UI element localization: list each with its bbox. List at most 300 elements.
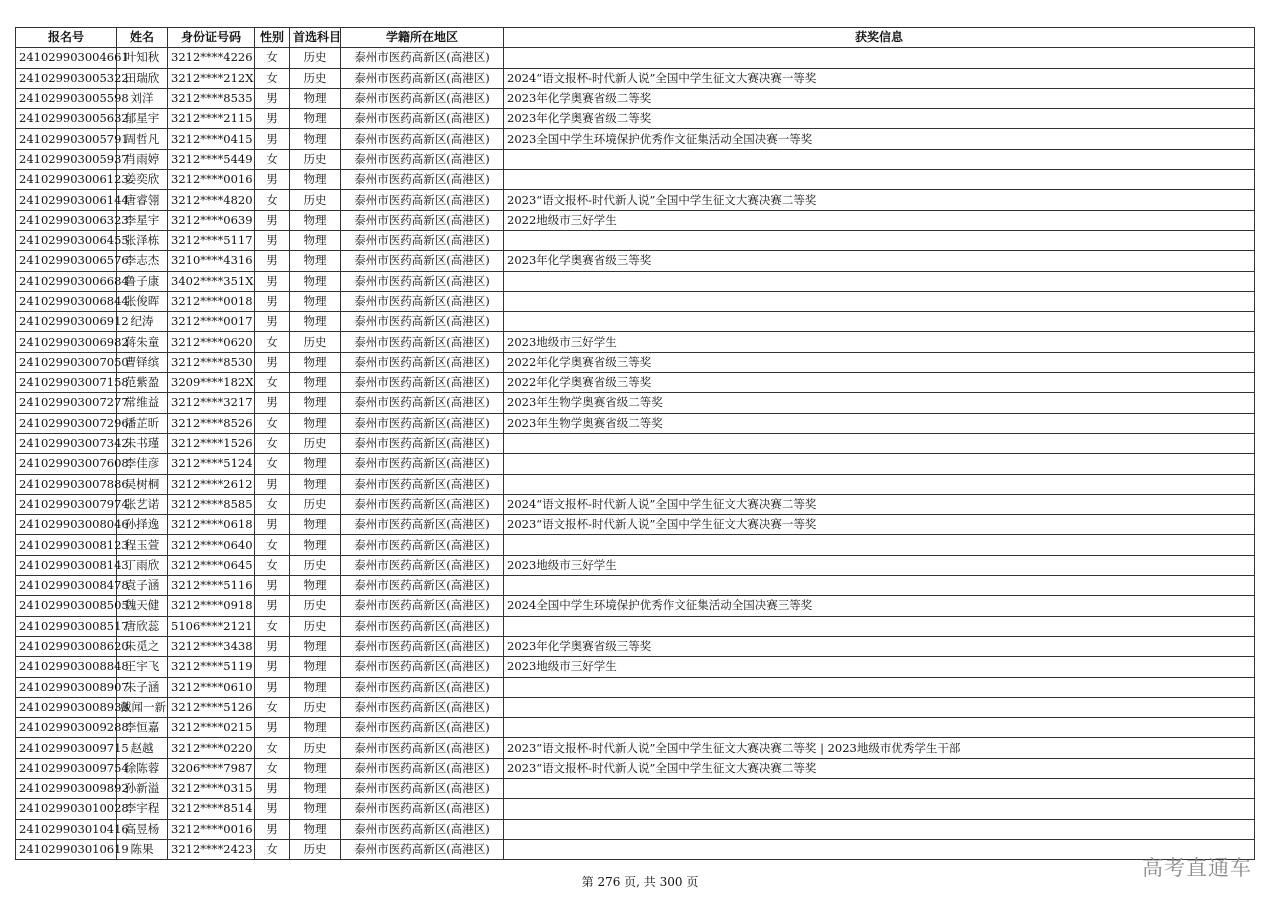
table-row bbox=[16, 88, 1255, 108]
id-number: 3212****3438 bbox=[168, 636, 255, 656]
primary-subject: 物理 bbox=[290, 230, 341, 250]
gender: 女 bbox=[255, 738, 290, 758]
id-number: 3212****8535 bbox=[168, 88, 255, 108]
award-info bbox=[504, 778, 1255, 798]
id-number: 3212****0918 bbox=[168, 596, 255, 616]
table-row bbox=[16, 718, 1255, 738]
enrollment-region: 泰州市医药高新区(高港区) bbox=[341, 576, 504, 596]
id-number: 3212****5117 bbox=[168, 230, 255, 250]
student-name: 鲁子康 bbox=[117, 271, 168, 291]
primary-subject: 历史 bbox=[290, 68, 341, 88]
table-row bbox=[16, 149, 1255, 169]
primary-subject: 物理 bbox=[290, 535, 341, 555]
registration-number: 241029903009715 bbox=[16, 738, 117, 758]
student-name: 姜奕欣 bbox=[117, 170, 168, 190]
primary-subject: 物理 bbox=[290, 799, 341, 819]
id-number: 3212****0016 bbox=[168, 170, 255, 190]
table-row bbox=[16, 210, 1255, 230]
award-info: 2022年化学奥赛省级三等奖 bbox=[504, 373, 1255, 393]
enrollment-region: 泰州市医药高新区(高港区) bbox=[341, 210, 504, 230]
enrollment-region-header: 学籍所在地区 bbox=[341, 28, 504, 48]
award-info bbox=[504, 697, 1255, 717]
primary-subject: 物理 bbox=[290, 88, 341, 108]
table-row bbox=[16, 352, 1255, 372]
award-info bbox=[504, 799, 1255, 819]
gender: 女 bbox=[255, 190, 290, 210]
enrollment-region: 泰州市医药高新区(高港区) bbox=[341, 758, 504, 778]
id-number: 3212****0018 bbox=[168, 291, 255, 311]
primary-subject: 历史 bbox=[290, 190, 341, 210]
table-row bbox=[16, 677, 1255, 697]
id-number-header: 身份证号码 bbox=[168, 28, 255, 48]
student-name: 戴闻一新 bbox=[117, 697, 168, 717]
gender: 女 bbox=[255, 555, 290, 575]
id-number: 3212****8514 bbox=[168, 799, 255, 819]
gender: 男 bbox=[255, 515, 290, 535]
primary-subject: 物理 bbox=[290, 778, 341, 798]
gender: 女 bbox=[255, 48, 290, 68]
award-info-header: 获奖信息 bbox=[504, 28, 1255, 48]
enrollment-region: 泰州市医药高新区(高港区) bbox=[341, 312, 504, 332]
enrollment-region: 泰州市医药高新区(高港区) bbox=[341, 291, 504, 311]
student-name: 郁星宇 bbox=[117, 109, 168, 129]
id-number: 3212****0017 bbox=[168, 312, 255, 332]
award-info: 2022地级市三好学生 bbox=[504, 210, 1255, 230]
enrollment-region: 泰州市医药高新区(高港区) bbox=[341, 332, 504, 352]
table-row bbox=[16, 515, 1255, 535]
student-name: 徐陈蓉 bbox=[117, 758, 168, 778]
student-name: 唐欣蕊 bbox=[117, 616, 168, 636]
primary-subject: 物理 bbox=[290, 576, 341, 596]
enrollment-region: 泰州市医药高新区(高港区) bbox=[341, 190, 504, 210]
gender: 女 bbox=[255, 332, 290, 352]
table-row bbox=[16, 251, 1255, 271]
table-row bbox=[16, 413, 1255, 433]
table-row bbox=[16, 332, 1255, 352]
gender: 女 bbox=[255, 454, 290, 474]
student-name: 潘芷昕 bbox=[117, 413, 168, 433]
gender: 男 bbox=[255, 799, 290, 819]
award-info bbox=[504, 677, 1255, 697]
primary-subject: 物理 bbox=[290, 170, 341, 190]
award-info: 2023年化学奥赛省级二等奖 bbox=[504, 88, 1255, 108]
primary-subject: 物理 bbox=[290, 251, 341, 271]
student-name: 朱觅之 bbox=[117, 636, 168, 656]
id-number: 3212****8530 bbox=[168, 352, 255, 372]
primary-subject: 物理 bbox=[290, 129, 341, 149]
registration-number: 241029903010416 bbox=[16, 819, 117, 839]
registration-number: 241029903006576 bbox=[16, 251, 117, 271]
table-row bbox=[16, 393, 1255, 413]
award-info: 2023“语文报杯-时代新人说”全国中学生征文大赛决赛二等奖 bbox=[504, 190, 1255, 210]
id-number: 3212****5126 bbox=[168, 697, 255, 717]
student-name: 纪涛 bbox=[117, 312, 168, 332]
primary-subject: 物理 bbox=[290, 758, 341, 778]
table-row bbox=[16, 170, 1255, 190]
registration-number: 241029903007342 bbox=[16, 433, 117, 453]
gender: 女 bbox=[255, 758, 290, 778]
table-row bbox=[16, 433, 1255, 453]
primary-subject: 物理 bbox=[290, 636, 341, 656]
id-number: 3212****0415 bbox=[168, 129, 255, 149]
award-info bbox=[504, 230, 1255, 250]
student-name: 常维益 bbox=[117, 393, 168, 413]
id-number: 3402****351X bbox=[168, 271, 255, 291]
enrollment-region: 泰州市医药高新区(高港区) bbox=[341, 778, 504, 798]
registration-number: 241029903007974 bbox=[16, 494, 117, 514]
id-number: 3212****3217 bbox=[168, 393, 255, 413]
registration-number: 241029903004661 bbox=[16, 48, 117, 68]
student-name: 丁雨欣 bbox=[117, 555, 168, 575]
table-row bbox=[16, 271, 1255, 291]
table-header-row bbox=[16, 28, 1255, 48]
enrollment-region: 泰州市医药高新区(高港区) bbox=[341, 352, 504, 372]
enrollment-region: 泰州市医药高新区(高港区) bbox=[341, 515, 504, 535]
gender: 女 bbox=[255, 373, 290, 393]
registration-number: 241029903006123 bbox=[16, 170, 117, 190]
name-header: 姓名 bbox=[117, 28, 168, 48]
gender-header: 性别 bbox=[255, 28, 290, 48]
gender: 女 bbox=[255, 149, 290, 169]
table-row bbox=[16, 291, 1255, 311]
student-name: 张艺诺 bbox=[117, 494, 168, 514]
registration-number: 241029903007296 bbox=[16, 413, 117, 433]
student-table bbox=[15, 27, 1255, 860]
enrollment-region: 泰州市医药高新区(高港区) bbox=[341, 149, 504, 169]
id-number: 3212****0610 bbox=[168, 677, 255, 697]
primary-subject: 物理 bbox=[290, 393, 341, 413]
table-row bbox=[16, 48, 1255, 68]
registration-number: 241029903008143 bbox=[16, 555, 117, 575]
award-info bbox=[504, 535, 1255, 555]
registration-number: 241029903008848 bbox=[16, 657, 117, 677]
gender: 男 bbox=[255, 251, 290, 271]
enrollment-region: 泰州市医药高新区(高港区) bbox=[341, 433, 504, 453]
enrollment-region: 泰州市医药高新区(高港区) bbox=[341, 718, 504, 738]
id-number: 3212****0640 bbox=[168, 535, 255, 555]
enrollment-region: 泰州市医药高新区(高港区) bbox=[341, 271, 504, 291]
registration-number: 241029903007277 bbox=[16, 393, 117, 413]
primary-subject: 历史 bbox=[290, 433, 341, 453]
primary-subject: 物理 bbox=[290, 474, 341, 494]
table-row bbox=[16, 616, 1255, 636]
gender: 男 bbox=[255, 718, 290, 738]
award-info bbox=[504, 48, 1255, 68]
gender: 男 bbox=[255, 596, 290, 616]
table-row bbox=[16, 474, 1255, 494]
primary-subject: 历史 bbox=[290, 839, 341, 859]
primary-subject: 历史 bbox=[290, 738, 341, 758]
student-list bbox=[15, 27, 1254, 860]
id-number: 3212****0639 bbox=[168, 210, 255, 230]
table-row bbox=[16, 535, 1255, 555]
table-row bbox=[16, 230, 1255, 250]
gender: 女 bbox=[255, 413, 290, 433]
student-name: 田瑞欣 bbox=[117, 68, 168, 88]
table-row bbox=[16, 799, 1255, 819]
student-name: 张俊晖 bbox=[117, 291, 168, 311]
student-name: 孙择逸 bbox=[117, 515, 168, 535]
student-name: 李恒嘉 bbox=[117, 718, 168, 738]
id-number: 3212****0620 bbox=[168, 332, 255, 352]
id-number: 3212****5124 bbox=[168, 454, 255, 474]
student-name: 王宇飞 bbox=[117, 657, 168, 677]
table-row bbox=[16, 596, 1255, 616]
primary-subject: 物理 bbox=[290, 271, 341, 291]
registration-number: 241029903007158 bbox=[16, 373, 117, 393]
student-name: 李志杰 bbox=[117, 251, 168, 271]
enrollment-region: 泰州市医药高新区(高港区) bbox=[341, 494, 504, 514]
table-body bbox=[16, 48, 1255, 860]
table-row bbox=[16, 190, 1255, 210]
table-row bbox=[16, 494, 1255, 514]
registration-number: 241029903006982 bbox=[16, 332, 117, 352]
student-name: 肖雨婷 bbox=[117, 149, 168, 169]
award-info: 2023年化学奥赛省级三等奖 bbox=[504, 636, 1255, 656]
registration-number: 241029903007608 bbox=[16, 454, 117, 474]
primary-subject: 历史 bbox=[290, 332, 341, 352]
student-name: 陈果 bbox=[117, 839, 168, 859]
id-number: 3212****2423 bbox=[168, 839, 255, 859]
enrollment-region: 泰州市医药高新区(高港区) bbox=[341, 677, 504, 697]
primary-subject: 物理 bbox=[290, 373, 341, 393]
id-number: 3210****4316 bbox=[168, 251, 255, 271]
registration-number: 241029903005937 bbox=[16, 149, 117, 169]
award-info: 2023“语文报杯-时代新人说”全国中学生征文大赛决赛二等奖 bbox=[504, 758, 1255, 778]
primary-subject: 物理 bbox=[290, 352, 341, 372]
award-info bbox=[504, 474, 1255, 494]
award-info bbox=[504, 433, 1255, 453]
primary-subject: 物理 bbox=[290, 515, 341, 535]
award-info bbox=[504, 271, 1255, 291]
gender: 女 bbox=[255, 616, 290, 636]
primary-subject: 物理 bbox=[290, 657, 341, 677]
student-name: 张泽栋 bbox=[117, 230, 168, 250]
registration-number: 241029903006912 bbox=[16, 312, 117, 332]
registration-number: 241029903006323 bbox=[16, 210, 117, 230]
gender: 男 bbox=[255, 312, 290, 332]
gender: 女 bbox=[255, 68, 290, 88]
enrollment-region: 泰州市医药高新区(高港区) bbox=[341, 839, 504, 859]
registration-number: 241029903008620 bbox=[16, 636, 117, 656]
registration-number: 241029903008046 bbox=[16, 515, 117, 535]
registration-number: 241029903005791 bbox=[16, 129, 117, 149]
gender: 男 bbox=[255, 393, 290, 413]
enrollment-region: 泰州市医药高新区(高港区) bbox=[341, 819, 504, 839]
primary-subject: 历史 bbox=[290, 555, 341, 575]
id-number: 5106****2121 bbox=[168, 616, 255, 636]
gender: 女 bbox=[255, 697, 290, 717]
registration-number: 241029903009754 bbox=[16, 758, 117, 778]
table-row bbox=[16, 109, 1255, 129]
enrollment-region: 泰州市医药高新区(高港区) bbox=[341, 230, 504, 250]
student-name: 魏天健 bbox=[117, 596, 168, 616]
registration-number: 241029903008907 bbox=[16, 677, 117, 697]
award-info bbox=[504, 576, 1255, 596]
enrollment-region: 泰州市医药高新区(高港区) bbox=[341, 251, 504, 271]
table-row bbox=[16, 657, 1255, 677]
page-number: 第 276 页, 共 300 页 bbox=[581, 875, 699, 889]
award-info: 2024“语文报杯-时代新人说”全国中学生征文大赛决赛二等奖 bbox=[504, 494, 1255, 514]
enrollment-region: 泰州市医药高新区(高港区) bbox=[341, 799, 504, 819]
student-name: 刘洋 bbox=[117, 88, 168, 108]
enrollment-region: 泰州市医药高新区(高港区) bbox=[341, 413, 504, 433]
registration-number: 241029903005632 bbox=[16, 109, 117, 129]
enrollment-region: 泰州市医药高新区(高港区) bbox=[341, 109, 504, 129]
award-info: 2023地级市三好学生 bbox=[504, 555, 1255, 575]
id-number: 3212****5449 bbox=[168, 149, 255, 169]
award-info: 2023年生物学奥赛省级二等奖 bbox=[504, 393, 1255, 413]
gender: 男 bbox=[255, 576, 290, 596]
registration-number: 241029903008933 bbox=[16, 697, 117, 717]
registration-number: 241029903005322 bbox=[16, 68, 117, 88]
student-name: 高昱杨 bbox=[117, 819, 168, 839]
award-info: 2023年生物学奥赛省级二等奖 bbox=[504, 413, 1255, 433]
gender: 男 bbox=[255, 88, 290, 108]
registration-number: 241029903005598 bbox=[16, 88, 117, 108]
primary-subject: 历史 bbox=[290, 149, 341, 169]
gender: 男 bbox=[255, 819, 290, 839]
id-number: 3212****4820 bbox=[168, 190, 255, 210]
student-name: 朱书瑾 bbox=[117, 433, 168, 453]
id-number: 3212****4226 bbox=[168, 48, 255, 68]
enrollment-region: 泰州市医药高新区(高港区) bbox=[341, 373, 504, 393]
gender: 女 bbox=[255, 535, 290, 555]
student-name: 李星宇 bbox=[117, 210, 168, 230]
primary-subject: 物理 bbox=[290, 819, 341, 839]
primary-subject: 物理 bbox=[290, 413, 341, 433]
gender: 男 bbox=[255, 210, 290, 230]
registration-number: 241029903008505 bbox=[16, 596, 117, 616]
registration-number: 241029903006844 bbox=[16, 291, 117, 311]
watermark: 高考直通车 bbox=[1142, 856, 1252, 880]
enrollment-region: 泰州市医药高新区(高港区) bbox=[341, 697, 504, 717]
registration-number: 241029903006144 bbox=[16, 190, 117, 210]
enrollment-region: 泰州市医药高新区(高港区) bbox=[341, 88, 504, 108]
gender: 女 bbox=[255, 494, 290, 514]
gender: 男 bbox=[255, 677, 290, 697]
enrollment-region: 泰州市医药高新区(高港区) bbox=[341, 616, 504, 636]
enrollment-region: 泰州市医药高新区(高港区) bbox=[341, 738, 504, 758]
table-row bbox=[16, 839, 1255, 859]
table-row bbox=[16, 312, 1255, 332]
registration-number: 241029903010619 bbox=[16, 839, 117, 859]
award-info bbox=[504, 170, 1255, 190]
gender: 男 bbox=[255, 657, 290, 677]
id-number: 3212****0315 bbox=[168, 778, 255, 798]
award-info: 2022年化学奥赛省级三等奖 bbox=[504, 352, 1255, 372]
award-info bbox=[504, 312, 1255, 332]
student-name: 吴树桐 bbox=[117, 474, 168, 494]
student-name: 范紫盈 bbox=[117, 373, 168, 393]
id-number: 3212****0220 bbox=[168, 738, 255, 758]
enrollment-region: 泰州市医药高新区(高港区) bbox=[341, 596, 504, 616]
id-number: 3212****2612 bbox=[168, 474, 255, 494]
id-number: 3212****0016 bbox=[168, 819, 255, 839]
enrollment-region: 泰州市医药高新区(高港区) bbox=[341, 68, 504, 88]
award-info bbox=[504, 291, 1255, 311]
table-row bbox=[16, 697, 1255, 717]
award-info: 2023“语文报杯-时代新人说”全国中学生征文大赛决赛一等奖 bbox=[504, 515, 1255, 535]
award-info bbox=[504, 454, 1255, 474]
id-number: 3212****212X bbox=[168, 68, 255, 88]
enrollment-region: 泰州市医药高新区(高港区) bbox=[341, 129, 504, 149]
id-number: 3212****5119 bbox=[168, 657, 255, 677]
table-row bbox=[16, 576, 1255, 596]
gender: 男 bbox=[255, 778, 290, 798]
gender: 男 bbox=[255, 129, 290, 149]
student-name: 程玉萱 bbox=[117, 535, 168, 555]
id-number: 3206****7987 bbox=[168, 758, 255, 778]
enrollment-region: 泰州市医药高新区(高港区) bbox=[341, 657, 504, 677]
id-number: 3212****8585 bbox=[168, 494, 255, 514]
award-info bbox=[504, 718, 1255, 738]
enrollment-region: 泰州市医药高新区(高港区) bbox=[341, 393, 504, 413]
gender: 女 bbox=[255, 839, 290, 859]
award-info: 2023地级市三好学生 bbox=[504, 657, 1255, 677]
student-name: 曹铎缤 bbox=[117, 352, 168, 372]
enrollment-region: 泰州市医药高新区(高港区) bbox=[341, 474, 504, 494]
primary-subject: 物理 bbox=[290, 454, 341, 474]
primary-subject: 物理 bbox=[290, 109, 341, 129]
primary-subject: 物理 bbox=[290, 718, 341, 738]
gender: 男 bbox=[255, 109, 290, 129]
registration-number: 241029903009892 bbox=[16, 778, 117, 798]
id-number: 3209****182X bbox=[168, 373, 255, 393]
student-name: 朱子涵 bbox=[117, 677, 168, 697]
registration-number: 241029903009288 bbox=[16, 718, 117, 738]
award-info: 2023全国中学生环境保护优秀作文征集活动全国决赛一等奖 bbox=[504, 129, 1255, 149]
award-info bbox=[504, 616, 1255, 636]
gender: 男 bbox=[255, 474, 290, 494]
table-row bbox=[16, 68, 1255, 88]
award-info: 2023年化学奥赛省级三等奖 bbox=[504, 251, 1255, 271]
enrollment-region: 泰州市医药高新区(高港区) bbox=[341, 170, 504, 190]
registration-number-header: 报名号 bbox=[16, 28, 117, 48]
student-name: 孙新溢 bbox=[117, 778, 168, 798]
id-number: 3212****5116 bbox=[168, 576, 255, 596]
award-info: 2023“语文报杯-时代新人说”全国中学生征文大赛决赛二等奖 | 2023地级市优秀学生干部 bbox=[504, 738, 1255, 758]
table-row bbox=[16, 819, 1255, 839]
gender: 女 bbox=[255, 433, 290, 453]
gender: 男 bbox=[255, 271, 290, 291]
primary-subject: 历史 bbox=[290, 494, 341, 514]
student-name: 叶知秋 bbox=[117, 48, 168, 68]
registration-number: 241029903010028 bbox=[16, 799, 117, 819]
registration-number: 241029903008517 bbox=[16, 616, 117, 636]
table-row bbox=[16, 129, 1255, 149]
id-number: 3212****0215 bbox=[168, 718, 255, 738]
enrollment-region: 泰州市医药高新区(高港区) bbox=[341, 454, 504, 474]
table-row bbox=[16, 758, 1255, 778]
registration-number: 241029903007886 bbox=[16, 474, 117, 494]
award-info bbox=[504, 149, 1255, 169]
registration-number: 241029903008478 bbox=[16, 576, 117, 596]
award-info: 2024“语文报杯-时代新人说”全国中学生征文大赛决赛一等奖 bbox=[504, 68, 1255, 88]
student-name: 蒋朱童 bbox=[117, 332, 168, 352]
student-name: 李佳彦 bbox=[117, 454, 168, 474]
registration-number: 241029903008123 bbox=[16, 535, 117, 555]
primary-subject: 物理 bbox=[290, 677, 341, 697]
table-row bbox=[16, 778, 1255, 798]
enrollment-region: 泰州市医药高新区(高港区) bbox=[341, 535, 504, 555]
gender: 男 bbox=[255, 291, 290, 311]
registration-number: 241029903006455 bbox=[16, 230, 117, 250]
student-name: 赵越 bbox=[117, 738, 168, 758]
award-info: 2024全国中学生环境保护优秀作文征集活动全国决赛三等奖 bbox=[504, 596, 1255, 616]
student-name: 袁子涵 bbox=[117, 576, 168, 596]
gender: 男 bbox=[255, 230, 290, 250]
